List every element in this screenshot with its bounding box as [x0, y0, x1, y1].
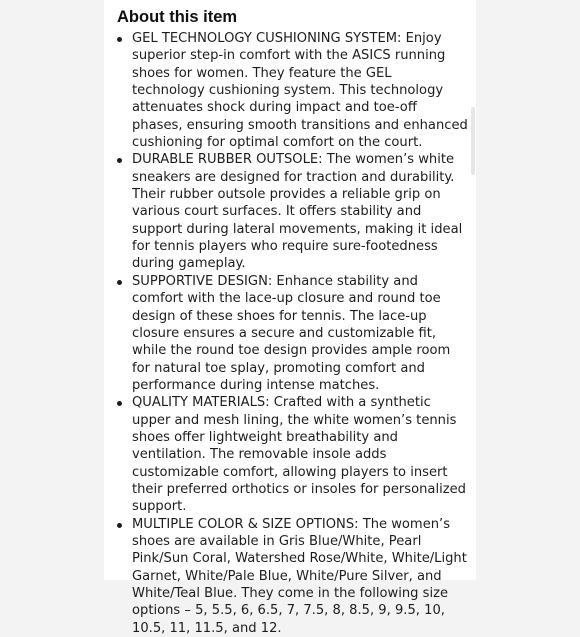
- feature-bullet-cushioning: [116, 30, 468, 151]
- feature-bullet-text: MULTIPLE COLOR & SIZE OPTIONS: The women’s shoes are available in Gris Blue/White, Pearl Pink/Sun Coral, Watershed Rose/White, White/Light Garnet, White/Pale Blue, White/Pure Silver, and White/Teal Blue. They come in the following size options – 5, 5.5, 6, 6.5, 7, 7.5, 8, 8.5, 9, 9.5, 10, 10.5, 11, 11.5, and 12.: [132, 516, 467, 636]
- bullet-dot-icon: [117, 523, 122, 528]
- bullet-dot-icon: [117, 401, 122, 406]
- scrollbar-thumb[interactable]: [471, 107, 475, 175]
- bullet-dot-icon: [117, 37, 122, 42]
- feature-bullet-text: GEL TECHNOLOGY CUSHIONING SYSTEM: Enjoy superior step-in comfort with the ASICS running shoes for women. They feature the GEL technology cushioning system. This technology attenuates shock during impact and toe-off phases, ensuring smooth transitions and enhanced cushioning for optimal comfort on the court.: [132, 31, 468, 151]
- feature-bullet-outsole: [116, 151, 468, 272]
- about-this-item-panel: [104, 0, 476, 636]
- feature-bullet-design: [116, 273, 468, 394]
- feature-bullet-materials: [116, 394, 468, 515]
- section-title: About this item: [117, 8, 238, 26]
- feature-bullet-text: QUALITY MATERIALS: Crafted with a synthetic upper and mesh lining, the white women’s tennis shoes offer lightweight breathability and ventilation. The removable insole adds customizable comfort, allowing players to insert their preferred orthotics or insoles for personalized support.: [132, 395, 466, 515]
- feature-bullet-text: DURABLE RUBBER OUTSOLE: The women’s white sneakers are designed for traction and durability. Their rubber outsole provides a reliable grip on various court surfaces. It offers stability and support during lateral movements, making it ideal for tennis players who require sure-footedness during gameplay.: [132, 152, 463, 272]
- feature-bullet-text: SUPPORTIVE DESIGN: Enhance stability and comfort with the lace-up closure and round toe design of these shoes for tennis. The lace-up closure ensures a secure and customizable fit, while the round toe design provides ample room for natural toe splay, promoting comfort and performance during intense matches.: [132, 273, 451, 393]
- bullet-dot-icon: [117, 158, 122, 163]
- feature-bullet-list: [116, 30, 468, 637]
- feature-bullet-options: [116, 516, 468, 637]
- bullet-dot-icon: [117, 280, 122, 285]
